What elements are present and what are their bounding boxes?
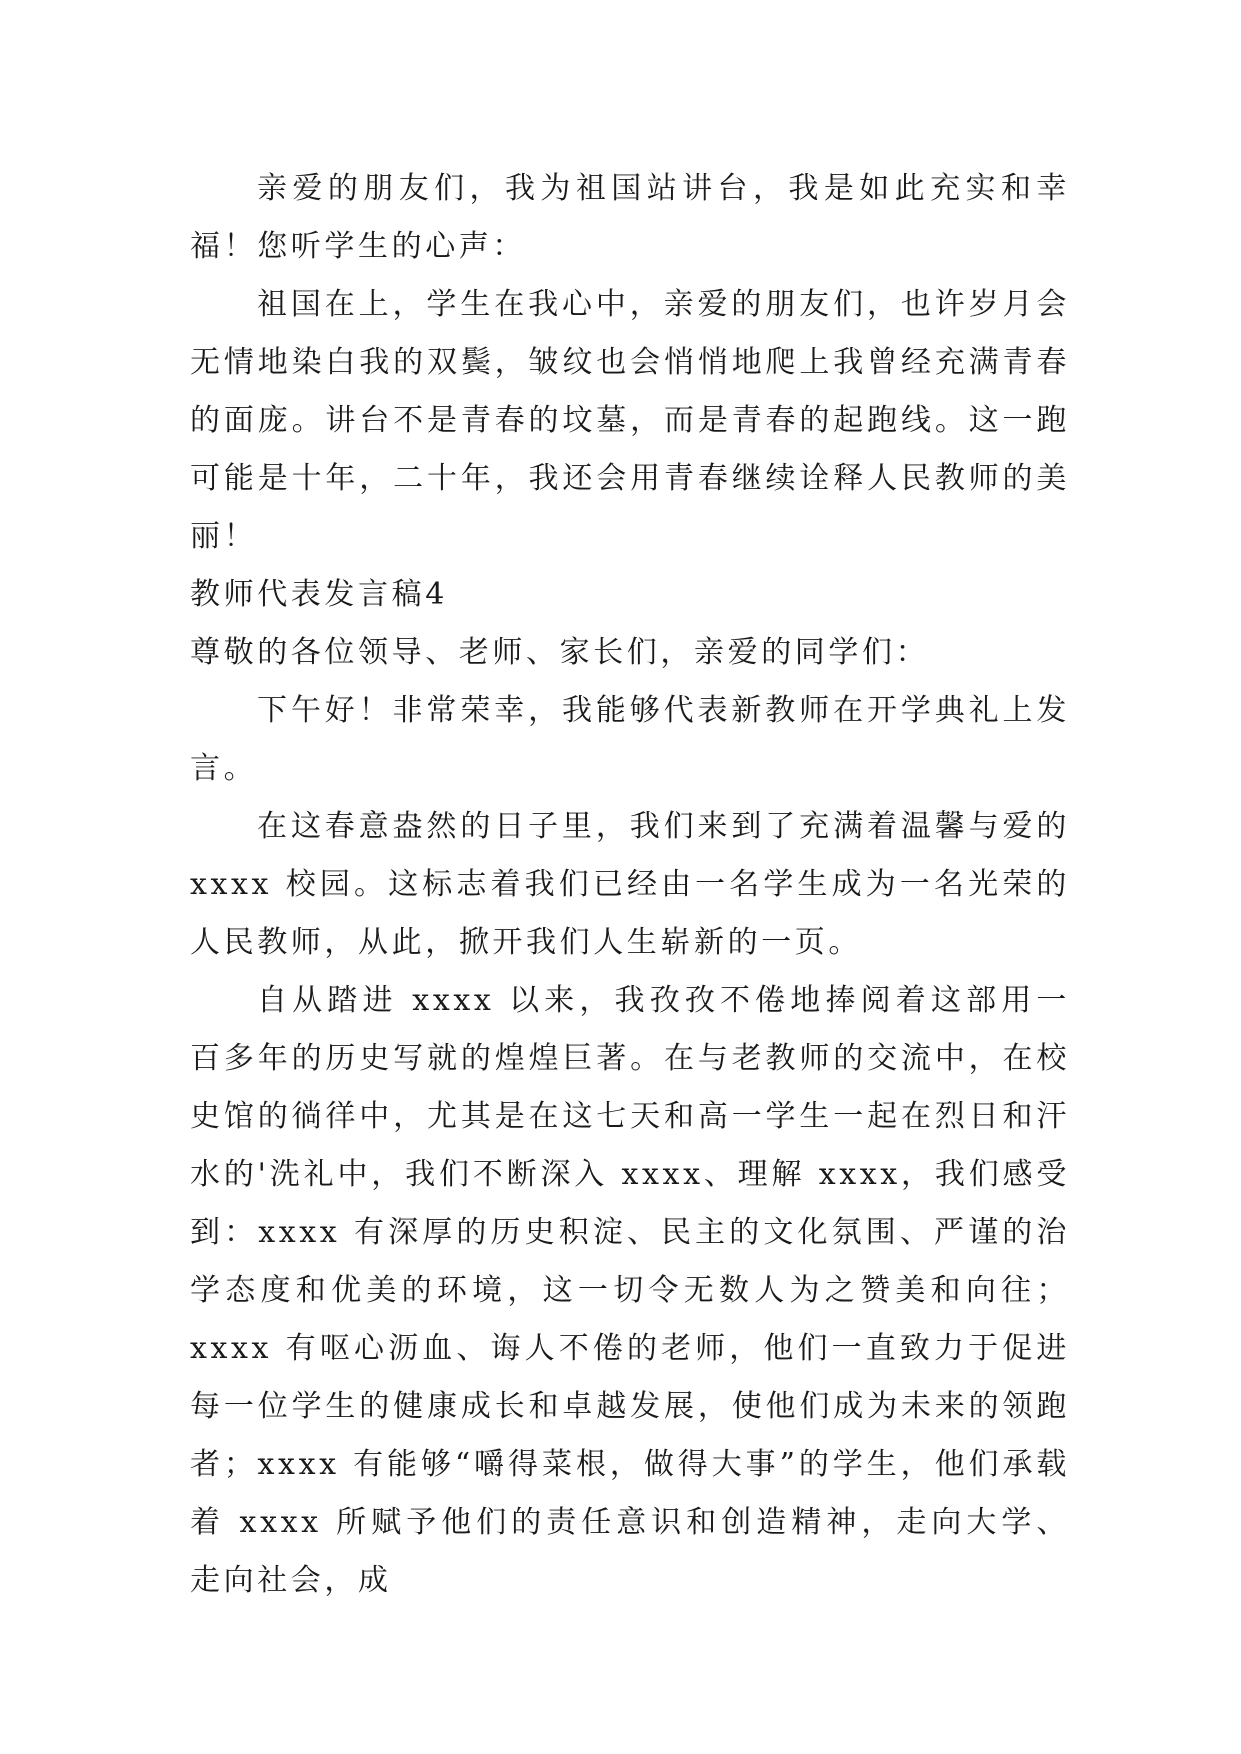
paragraph-campus: 在这春意盎然的日子里，我们来到了充满着温馨与爱的 xxxx 校园。这标志着我们已经由一名学生成为一名光荣的人民教师，从此，掀开我们人生崭新的一页。: [190, 809, 1070, 960]
paragraph-school-history: 自从踏进 xxxx 以来，我孜孜不倦地捧阅着这部用一百多年的历史写就的煌煌巨著。在与老教师的交流中，在校史馆的徜徉中，尤其是在这七天和高一学生一起在烈日和汗水的'洗礼中，我们不断深入 xxxx、理解 xxxx，我们感受到：xxxx 有深厚的历史积淀、民主的文化氛围、严谨的治学态度和优美的环境，这一切令无数人为之赞美和向往；xxxx 有呕心沥血、诲人不倦的老师，他们一直致力于促进每一位学生的健康成长和卓越发展，使他们成为未来的领跑者；xxxx 有能够“嚼得菜根，做得大事”的学生，他们承载着 xxxx 所赋予他们的责任意识和创造精神，走向大学、走向社会，成: [190, 983, 1070, 1598]
paragraph-motherland: 祖国在上，学生在我心中，亲爱的朋友们，也许岁月会无情地染白我的双鬓，皱纹也会悄悄地爬上我曾经充满青春的面庞。讲台不是青春的坟墓，而是青春的起跑线。这一跑可能是十年，二十年，我还会用青春继续诠释人民教师的美丽！: [190, 287, 1070, 554]
salutation: 尊敬的各位领导、老师、家长们，亲爱的同学们：: [190, 635, 930, 670]
section-title: 教师代表发言稿4: [190, 577, 448, 612]
paragraph-greeting: 下午好！非常荣幸，我能够代表新教师在开学典礼上发言。: [190, 693, 1070, 786]
document-body: [190, 160, 1070, 1610]
paragraph-closing-remark: 亲爱的朋友们，我为祖国站讲台，我是如此充实和幸福！您听学生的心声：: [190, 171, 1070, 264]
